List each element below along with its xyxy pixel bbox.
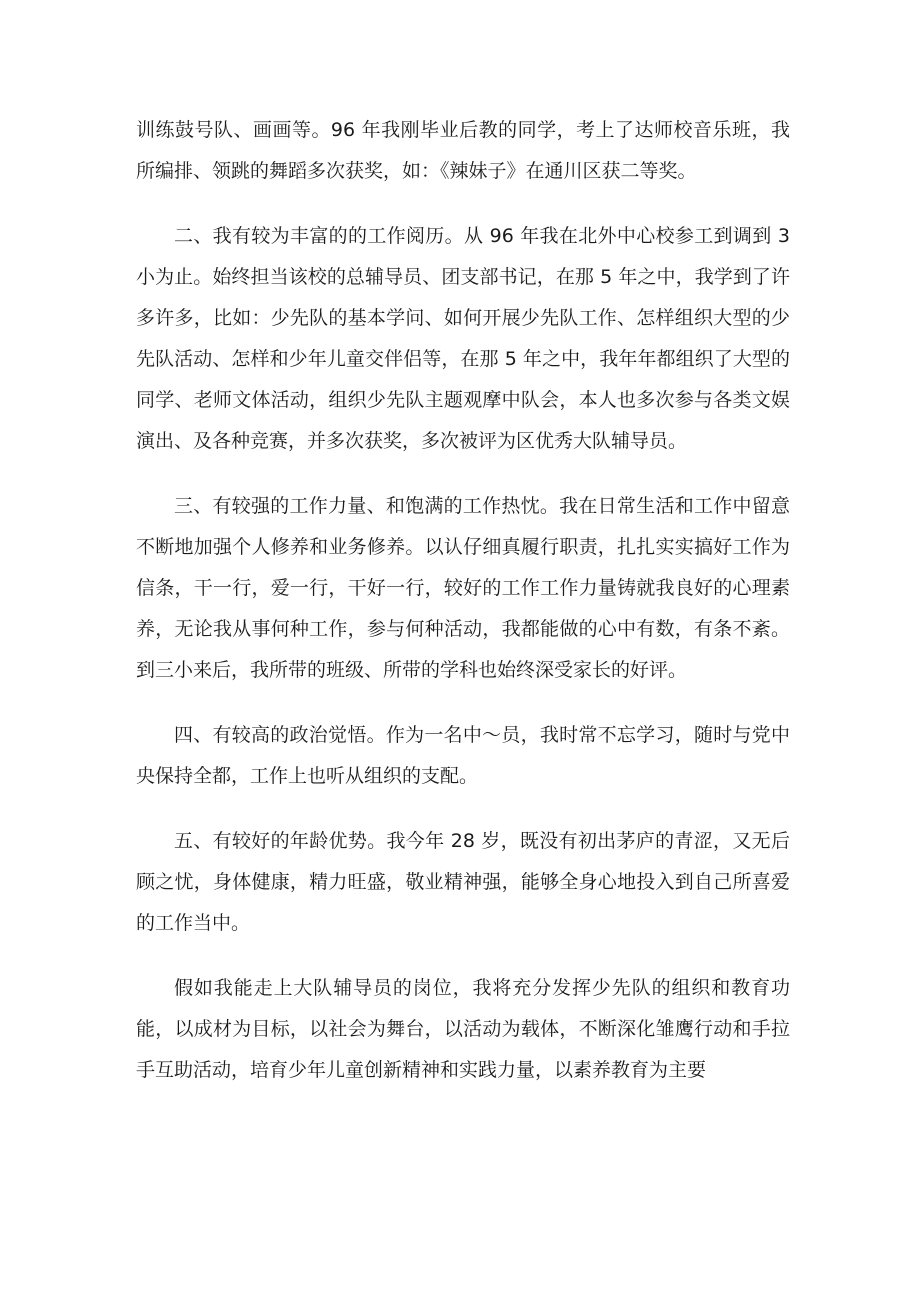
paragraph-plan: 假如我能走上大队辅导员的岗位，我将充分发挥少先队的组织和教育功能，以成材为目标，以社会为舞台，以活动为载体，不断深化雏鹰行动和手拉手互助活动，培育少年儿童创新精神和实践力量，以素养教育为主要 <box>136 977 790 1081</box>
paragraph-continuation: 训练鼓号队、画画等。96 年我刚毕业后教的同学，考上了达师校音乐班，我所编排、领跳的舞蹈多次获奖，如：《辣妹子》在通川区获二等奖。 <box>136 119 790 182</box>
paragraph-work-experience: 二、我有较为丰富的的工作阅历。从 96 年我在北外中心校参工到调到 3 小为止。始终担当该校的总辅导员、团支部书记，在那 5 年之中，我学到了许多许多，比如：少先队的基本学问、如何开展少先队工作、怎样组织大型的少先队活动、怎样和少年儿童交伴侣等，在那 5 年之中，我年年都组织了大型的同学、老师文体活动，组织少先队主题观摩中队会，本人也多次参与各类文娱演出、及各种竞赛，并多次获奖，多次被评为区优秀大队辅导员。 <box>136 225 790 452</box>
paragraph-age-advantage: 五、有较好的年龄优势。我今年 28 岁，既没有初出茅庐的青涩，又无后顾之忧，身体健康，精力旺盛，敬业精神强，能够全身心地投入到自己所喜爱的工作当中。 <box>136 830 790 934</box>
document-body <box>136 110 790 1091</box>
paragraph-political-awareness: 四、有较高的政治觉悟。作为一名中～员，我时常不忘学习，随时与党中央保持全都，工作上也听从组织的支配。 <box>136 724 790 787</box>
paragraph-work-ability: 三、有较强的工作力量、和饱满的工作热忱。我在日常生活和工作中留意不断地加强个人修养和业务修养。以认仔细真履行职责，扎扎实实搞好工作为信条，干一行，爱一行，干好一行，较好的工作工作力量铸就我良好的心理素养，无论我从事何种工作，参与何种活动，我都能做的心中有数，有条不紊。到三小来后，我所带的班级、所带的学科也始终深受家长的好评。 <box>136 495 790 681</box>
